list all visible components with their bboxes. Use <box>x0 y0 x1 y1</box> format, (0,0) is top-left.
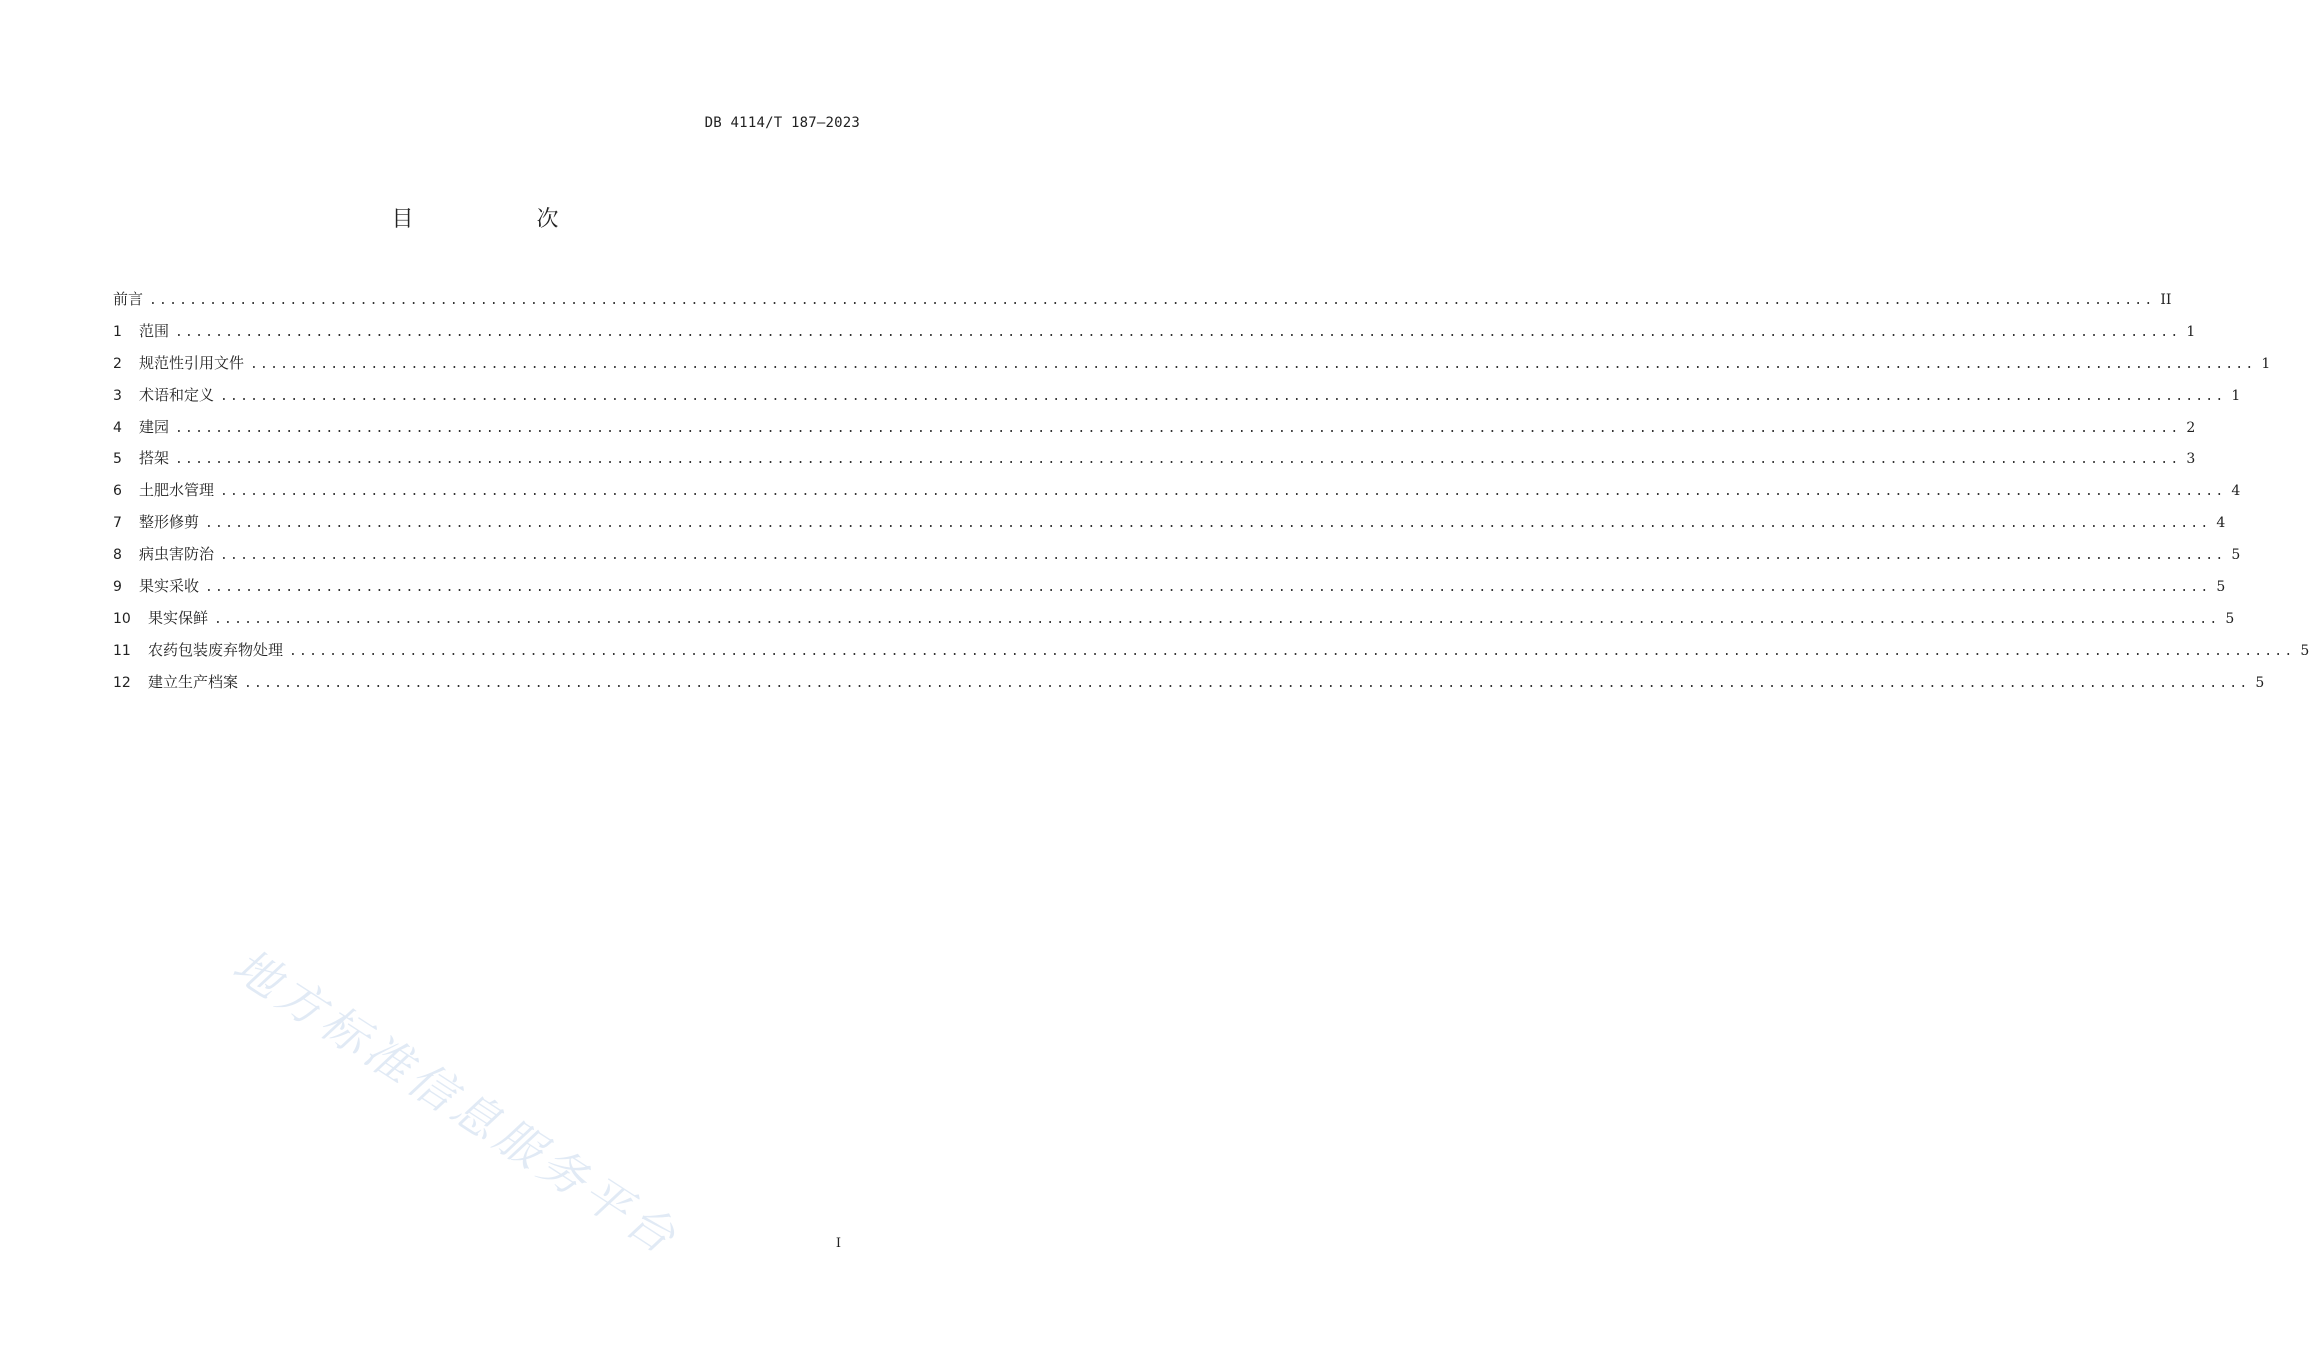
watermark: 地方标准信息服务平台 <box>223 937 690 1267</box>
toc-entry[interactable] <box>113 541 2241 573</box>
toc-dot-leader: ........................................................................................................................................................................................................ <box>220 484 2226 500</box>
toc-entry-number: 12 <box>113 674 131 691</box>
toc-entry-label: 前言 <box>113 290 144 308</box>
toc-entry-number: 3 <box>113 387 122 404</box>
toc-dot-leader: ........................................................................................................................................................................................................ <box>220 548 2226 564</box>
toc-entry-label: 建立生产档案 <box>148 672 239 691</box>
toc-entry-number: 11 <box>113 642 131 659</box>
toc-entry-page: 4 <box>2231 483 2241 500</box>
toc-entry-page: 5 <box>2300 642 2309 659</box>
toc-entry-page: 5 <box>2255 674 2265 691</box>
toc-dot-leader: ........................................................................................................................................................................................................ <box>175 420 2181 436</box>
toc-dot-leader: ........................................................................................................................................................................................................ <box>214 611 2220 627</box>
toc-entry[interactable] <box>113 350 2271 382</box>
toc-entry-page: 1 <box>2186 323 2196 340</box>
toc-entry[interactable] <box>113 605 2235 637</box>
toc-entry-page: 5 <box>2225 610 2235 627</box>
toc-entry-label: 术语和定义 <box>139 385 215 404</box>
toc-dot-leader: ........................................................................................................................................................................................................ <box>250 356 2256 372</box>
toc-entry-label: 整形修剪 <box>139 513 200 532</box>
toc-entry-label: 果实采收 <box>139 577 200 596</box>
toc-entry-number: 5 <box>113 451 122 468</box>
toc-entry-label: 果实保鲜 <box>148 608 209 627</box>
toc-dot-leader: ........................................................................................................................................................................................................ <box>175 324 2181 340</box>
toc-entry-label: 土肥水管理 <box>139 481 215 500</box>
toc-entry[interactable] <box>113 477 2241 509</box>
toc-entry-label: 建园 <box>139 417 170 436</box>
toc-entry[interactable] <box>113 573 2226 605</box>
toc-entry[interactable] <box>113 669 2265 701</box>
toc-entry-page: 2 <box>2186 419 2196 436</box>
toc-entry-page: 5 <box>2231 547 2241 564</box>
toc-entry-number: 4 <box>113 419 122 436</box>
toc-entry[interactable] <box>113 318 2196 350</box>
page-number: I <box>835 1236 841 1251</box>
toc-dot-leader: ........................................................................................................................................................................................................ <box>205 516 2211 532</box>
toc-entry-label: 搭架 <box>139 449 170 468</box>
toc-dot-leader: ........................................................................................................................................................................................................ <box>289 643 2295 659</box>
toc-dot-leader: ........................................................................................................................................................................................................ <box>205 580 2211 596</box>
toc-entry-number: 1 <box>113 323 122 340</box>
toc-entry-page: 3 <box>2186 451 2196 468</box>
toc-list <box>113 286 2309 701</box>
toc-entry[interactable] <box>113 286 2172 318</box>
toc-dot-leader: ........................................................................................................................................................................................................ <box>220 388 2226 404</box>
toc-title: 目 次 <box>391 207 617 232</box>
toc-entry-number: 7 <box>113 515 122 532</box>
toc-entry-page: 1 <box>2261 355 2271 372</box>
toc-entry-number: 9 <box>113 579 122 596</box>
toc-dot-leader: ........................................................................................................................................................................................................ <box>175 452 2181 468</box>
toc-entry[interactable] <box>113 445 2196 477</box>
toc-entry[interactable] <box>113 637 2309 669</box>
toc-entry[interactable] <box>113 509 2226 541</box>
toc-entry-number: 10 <box>113 610 131 627</box>
toc-entry-number: 8 <box>113 547 122 564</box>
toc-entry-label: 规范性引用文件 <box>139 353 245 372</box>
toc-entry-label: 范围 <box>139 321 170 340</box>
toc-dot-leader: ........................................................................................................................................................................................................ <box>149 293 2155 308</box>
toc-dot-leader: ........................................................................................................................................................................................................ <box>244 675 2250 691</box>
toc-entry-label: 病虫害防治 <box>139 545 215 564</box>
toc-entry-page: 1 <box>2231 387 2241 404</box>
toc-entry-number: 6 <box>113 483 122 500</box>
document-code: DB 4114/T 187—2023 <box>704 115 860 131</box>
toc-entry-label: 农药包装废弃物处理 <box>148 640 284 659</box>
toc-entry[interactable] <box>113 382 2241 414</box>
toc-entry-page: 5 <box>2216 579 2226 596</box>
toc-entry-page: II <box>2160 292 2172 308</box>
toc-entry[interactable] <box>113 414 2196 446</box>
toc-entry-number: 2 <box>113 355 122 372</box>
toc-entry-page: 4 <box>2216 515 2226 532</box>
